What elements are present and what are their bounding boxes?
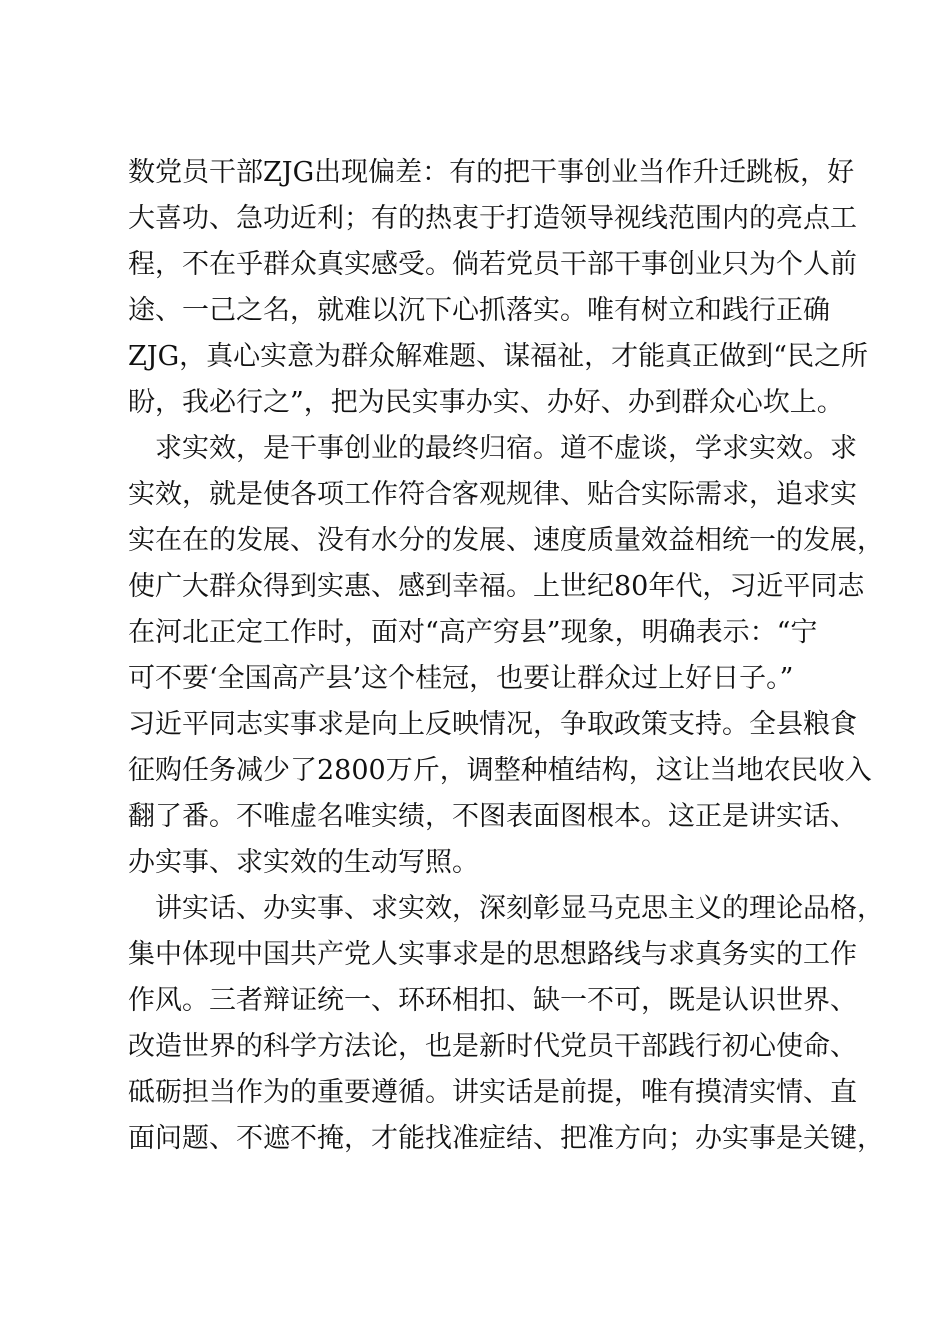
text-line: 办实事、求实效的生动写照。 <box>128 847 479 878</box>
text-line: 可不要‘全国高产县’这个桂冠，也要让群众过上好日子。” <box>128 663 794 694</box>
text-line: ZJG，真心实意为群众解难题、谋福祉，才能真正做到“民之所 <box>128 341 868 372</box>
text-line: 改造世界的科学方法论，也是新时代党员干部践行初心使命、 <box>128 1031 857 1062</box>
text-line: 实在在的发展、没有水分的发展、速度质量效益相统一的发展， <box>128 525 884 556</box>
text-line: 面问题、不遮不掩，才能找准症结、把准方向；办实事是关键， <box>128 1123 884 1154</box>
text-line: 盼，我必行之”，把为民实事办实、办好、办到群众心坎上。 <box>128 387 844 418</box>
text-line: 作风。三者辩证统一、环环相扣、缺一不可，既是认识世界、 <box>128 985 857 1016</box>
text-line: 征购任务减少了2800万斤，调整种植结构，这让当地农民收入 <box>128 755 872 786</box>
document-body <box>128 150 884 1162</box>
text-line: 在河北正定工作时，面对“高产穷县”现象，明确表示：“宁 <box>128 617 818 648</box>
text-line: 砥砺担当作为的重要遵循。讲实话是前提，唯有摸清实情、直 <box>128 1077 857 1108</box>
paragraph-3 <box>128 886 884 1162</box>
paragraph-1 <box>128 150 868 426</box>
text-line: 翻了番。不唯虚名唯实绩，不图表面图根本。这正是讲实话、 <box>128 801 857 832</box>
text-line: 使广大群众得到实惠、感到幸福。上世纪80年代，习近平同志 <box>128 571 865 602</box>
text-line: 讲实话、办实事、求实效，深刻彰显马克思主义的理论品格， <box>128 893 884 924</box>
text-line: 求实效，是干事创业的最终归宿。道不虚谈，学求实效。求 <box>128 433 857 464</box>
text-line: 习近平同志实事求是向上反映情况，争取政策支持。全县粮食 <box>128 709 857 740</box>
text-line: 实效，就是使各项工作符合客观规律、贴合实际需求，追求实 <box>128 479 857 510</box>
text-line: 集中体现中国共产党人实事求是的思想路线与求真务实的工作 <box>128 939 857 970</box>
text-line: 大喜功、急功近利；有的热衷于打造领导视线范围内的亮点工 <box>128 203 857 234</box>
text-line: 数党员干部ZJG出现偏差：有的把干事创业当作升迁跳板，好 <box>128 157 855 188</box>
text-line: 途、一己之名，就难以沉下心抓落实。唯有树立和践行正确 <box>128 295 830 326</box>
paragraph-2 <box>128 426 884 886</box>
text-line: 程，不在乎群众真实感受。倘若党员干部干事创业只为个人前 <box>128 249 857 280</box>
